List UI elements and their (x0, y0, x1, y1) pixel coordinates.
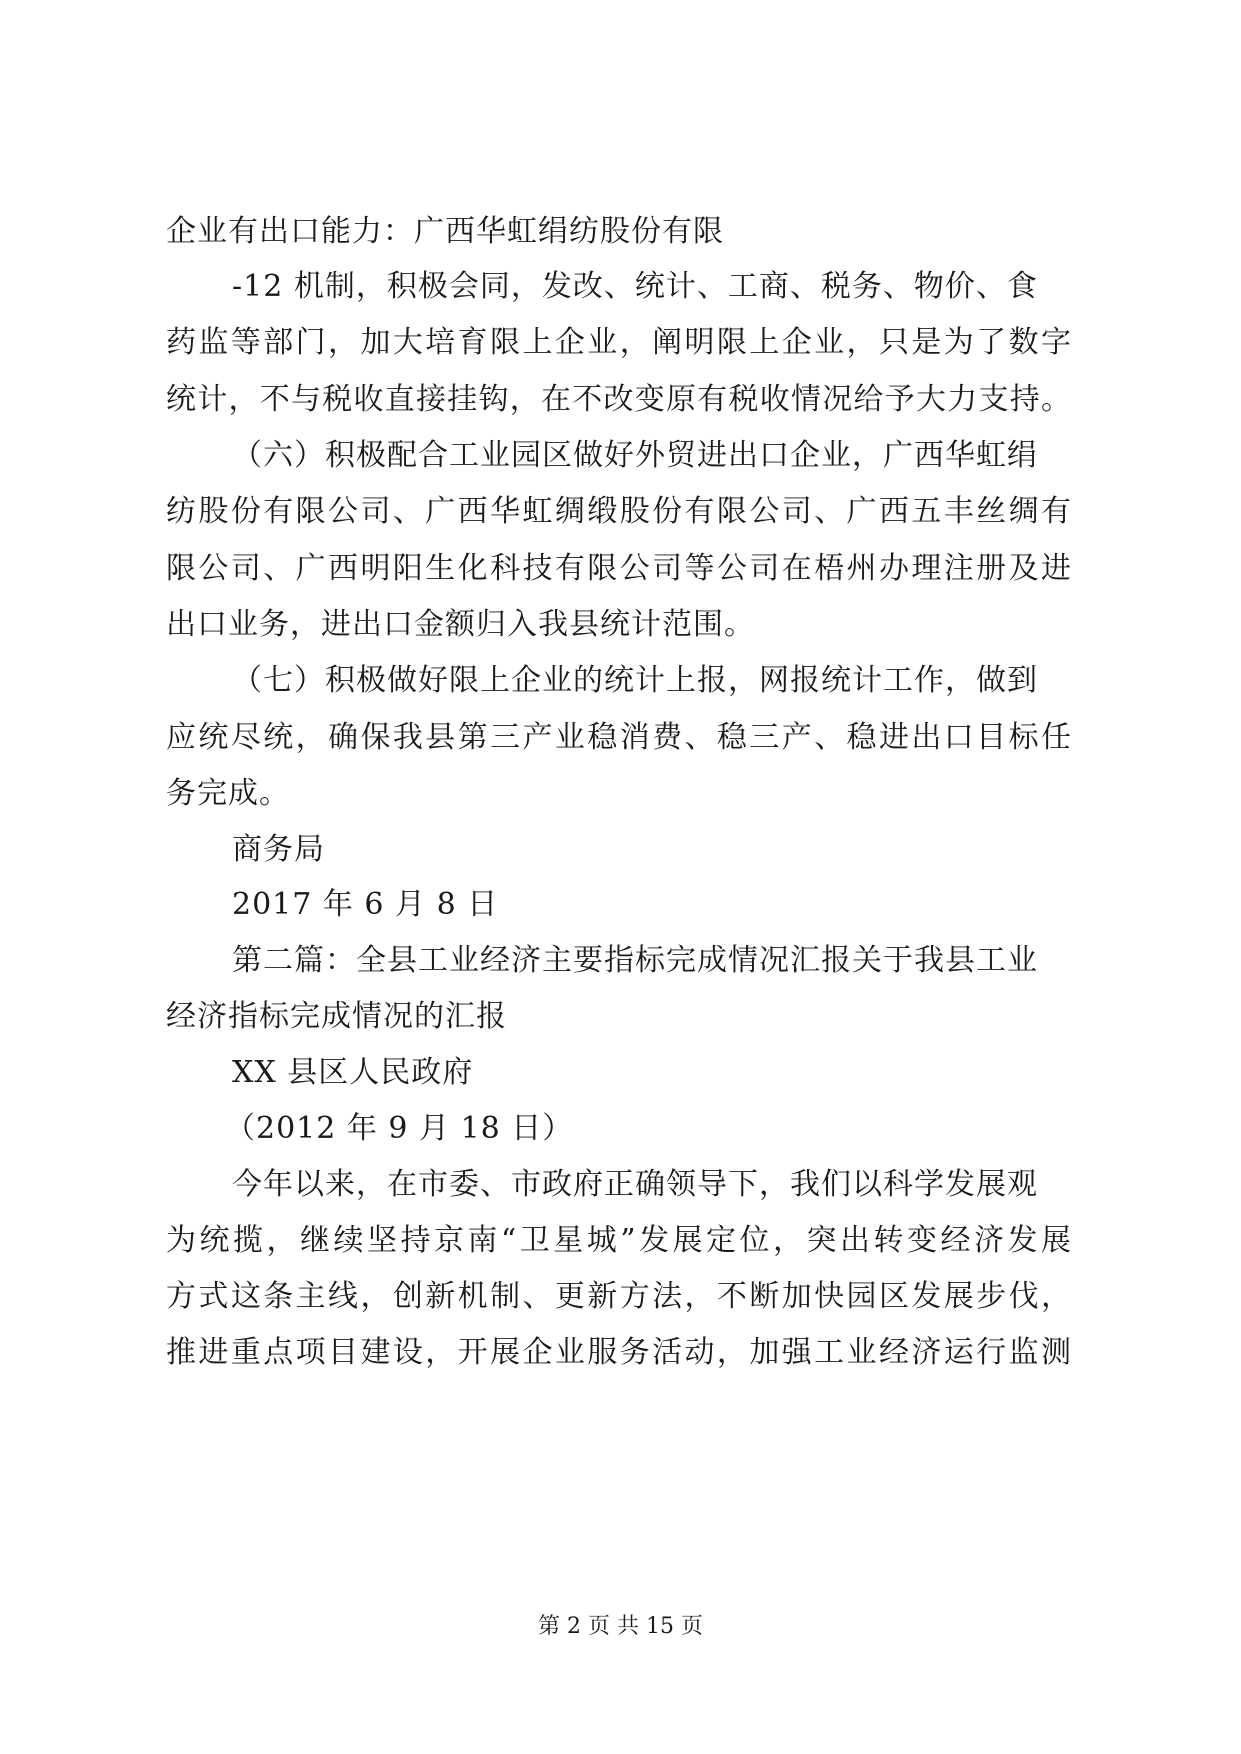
text-line: 务完成。 (166, 776, 290, 811)
text-line: 出口业务，进出口金额归入我县统计范围。 (166, 607, 755, 642)
section-heading: 第二篇：全县工业经济主要指标完成情况汇报关于我县工业 (232, 943, 1038, 978)
issue-date: （2012 年 9 月 18 日） (225, 1111, 574, 1146)
text-line: 应统尽统，确保我县第三产业稳消费、稳三产、稳进出口目标任 (166, 720, 1072, 755)
section-heading: 经济指标完成情况的汇报 (166, 999, 507, 1034)
text-line: 今年以来，在市委、市政府正确领导下，我们以科学发展观 (232, 1167, 1038, 1202)
page-number: 第 2 页 共 15 页 (538, 1614, 703, 1639)
text-line: 统计，不与税收直接挂钩，在不改变原有税收情况给予大力支持。 (166, 382, 1072, 417)
text-line: 纺股份有限公司、广西华虹绸缎股份有限公司、广西五丰丝绸有 (166, 494, 1072, 529)
signature-department: 商务局 (232, 832, 325, 867)
text-line: 限公司、广西明阳生化科技有限公司等公司在梧州办理注册及进 (166, 551, 1072, 586)
text-line: 药监等部门，加大培育限上企业，阐明限上企业，只是为了数字 (166, 325, 1072, 360)
text-line: 为统揽，继续坚持京南“卫星城”发展定位，突出转变经济发展 (166, 1223, 1072, 1258)
text-line: -12 机制，积极会同，发改、统计、工商、税务、物价、食 (232, 269, 1038, 304)
text-line: （六）积极配合工业园区做好外贸进出口企业，广西华虹绢 (232, 438, 1038, 473)
signature-date: 2017 年 6 月 8 日 (232, 887, 499, 922)
issuer-name: XX 县区人民政府 (232, 1055, 474, 1090)
text-line: （七）积极做好限上企业的统计上报，网报统计工作，做到 (232, 663, 1038, 698)
text-line: 企业有出口能力：广西华虹绢纺股份有限 (166, 214, 724, 249)
text-line: 推进重点项目建设，开展企业服务活动，加强工业经济运行监测 (166, 1335, 1072, 1370)
text-line: 方式这条主线，创新机制、更新方法，不断加快园区发展步伐， (166, 1279, 1072, 1314)
